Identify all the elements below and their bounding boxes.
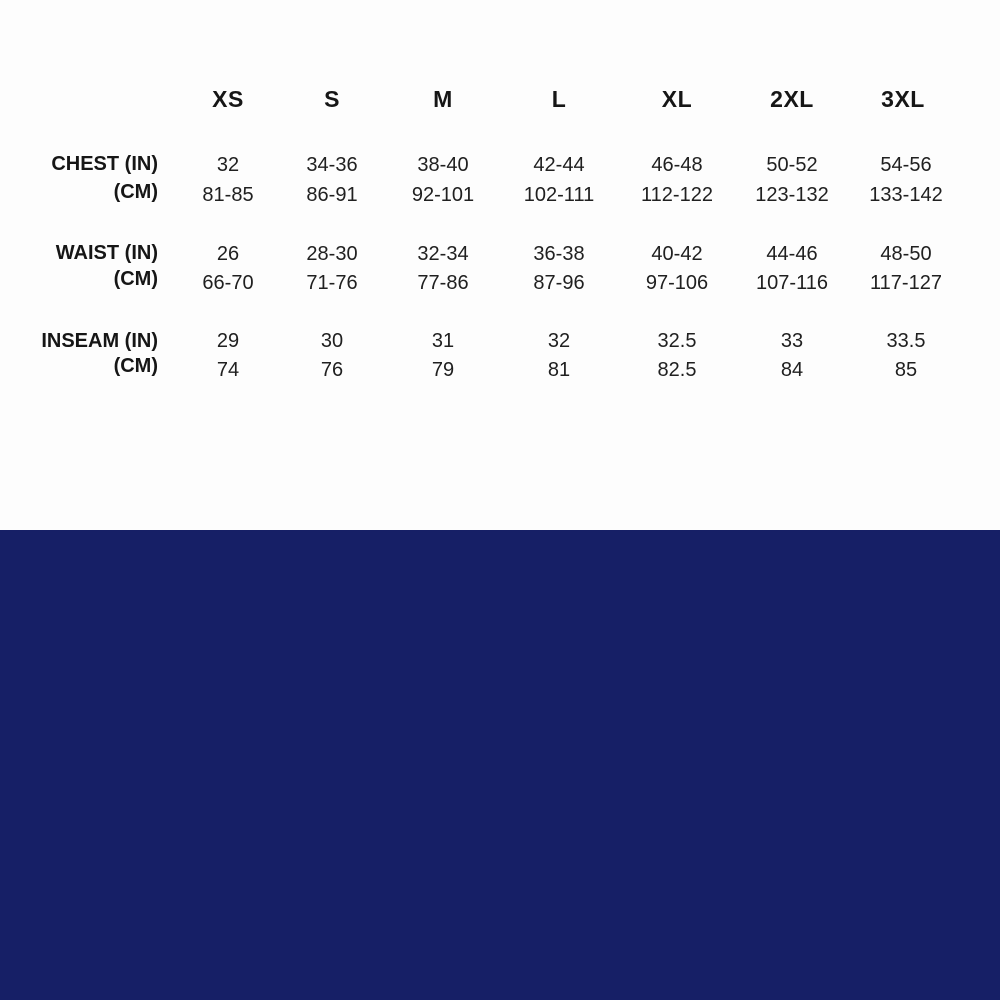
chest-cm-2xl: 123-132 — [755, 184, 829, 206]
size-header-m: M — [433, 86, 453, 112]
size-header-3xl: 3XL — [881, 86, 925, 112]
waist-cm-xs: 66-70 — [202, 272, 254, 294]
chest-in-label: CHEST (IN) — [51, 153, 158, 175]
waist-cm-s: 71-76 — [306, 272, 358, 294]
waist-in-2xl: 44-46 — [766, 243, 818, 265]
size-header-2xl: 2XL — [770, 86, 814, 112]
inseam-in-label: INSEAM (IN) — [41, 330, 158, 352]
waist-cm-label: (CM) — [113, 268, 158, 290]
chest-cm-l: 102-111 — [523, 184, 595, 206]
inseam-in-3xl: 33.5 — [886, 330, 926, 352]
waist-in-xs: 26 — [216, 243, 240, 265]
waist-in-3xl: 48-50 — [880, 243, 932, 265]
chest-in-2xl: 50-52 — [766, 154, 818, 176]
chest-cm-m: 92-101 — [411, 184, 475, 206]
inseam-cm-m: 79 — [431, 359, 455, 381]
waist-cm-l: 87-96 — [533, 272, 585, 294]
inseam-cm-label: (CM) — [113, 355, 158, 377]
inseam-in-m: 31 — [431, 330, 455, 352]
chest-in-3xl: 54-56 — [880, 154, 932, 176]
inseam-cm-s: 76 — [320, 359, 344, 381]
inseam-cm-2xl: 84 — [780, 359, 804, 381]
waist-in-label: WAIST (IN) — [55, 242, 158, 264]
inseam-in-xs: 29 — [216, 330, 240, 352]
inseam-cm-xl: 82.5 — [657, 359, 697, 381]
waist-in-s: 28-30 — [306, 243, 358, 265]
inseam-cm-3xl: 85 — [894, 359, 918, 381]
inseam-cm-l: 81 — [547, 359, 571, 381]
inseam-in-s: 30 — [320, 330, 344, 352]
waist-cm-m: 77-86 — [417, 272, 469, 294]
chest-cm-s: 86-91 — [306, 184, 358, 206]
chest-in-m: 38-40 — [417, 154, 469, 176]
inseam-in-2xl: 33 — [780, 330, 804, 352]
waist-in-l: 36-38 — [533, 243, 585, 265]
waist-cm-xl: 97-106 — [645, 272, 709, 294]
chest-in-l: 42-44 — [533, 154, 585, 176]
waist-in-xl: 40-42 — [651, 243, 703, 265]
chest-in-s: 34-36 — [306, 154, 358, 176]
chest-in-xs: 32 — [216, 154, 240, 176]
inseam-cm-xs: 74 — [216, 359, 240, 381]
chest-cm-xs: 81-85 — [202, 184, 254, 206]
chest-cm-xl: 112-122 — [641, 184, 713, 206]
inseam-in-xl: 32.5 — [657, 330, 697, 352]
chest-in-xl: 46-48 — [651, 154, 703, 176]
size-header-l: L — [551, 86, 567, 112]
size-header-xl: XL — [661, 86, 693, 112]
navy-color-band — [0, 530, 1000, 1000]
size-header-xs: XS — [212, 86, 244, 112]
waist-cm-3xl: 117-127 — [870, 272, 942, 294]
chest-cm-label: (CM) — [113, 181, 158, 203]
chest-cm-3xl: 133-142 — [869, 184, 943, 206]
size-header-s: S — [324, 86, 340, 112]
inseam-in-l: 32 — [547, 330, 571, 352]
waist-cm-2xl: 107-116 — [756, 272, 828, 294]
waist-in-m: 32-34 — [417, 243, 469, 265]
